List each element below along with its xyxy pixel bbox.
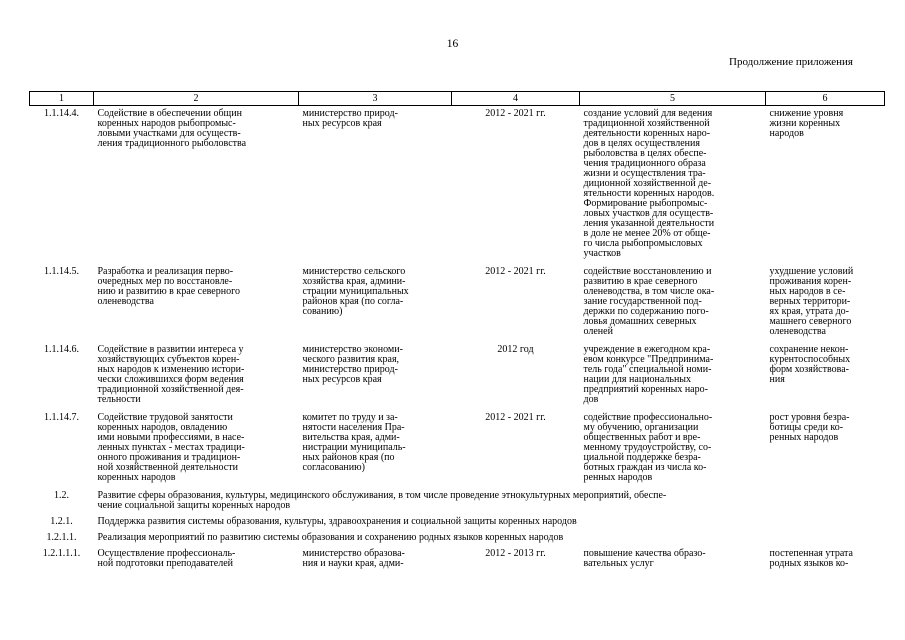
table-row xyxy=(30,337,885,405)
executor-cell: комитет по труду и за- нятости населения Пра- вительства края, адми- нистрации муниципаль- ных районов края (по согласованию) xyxy=(302,412,406,473)
consequence-cell: сохранение некон- курентоспособных форм хозяйствова- ния xyxy=(769,344,851,385)
table-row xyxy=(30,405,885,483)
period-cell: 2012 - 2021 гг. xyxy=(485,412,546,423)
row-number: 1.1.14.5. xyxy=(44,266,79,277)
consequence-cell: снижение уровня жизни коренных народов xyxy=(769,108,844,139)
executor-cell: министерство образова- ния и науки края, адми- xyxy=(302,548,405,569)
section-title: Реализация мероприятий по развитию системы образования и сохранению родных языков коренных народов xyxy=(97,532,564,543)
period-cell: 2012 - 2013 гг. xyxy=(485,548,546,559)
executor-cell: министерство природ- ных ресурсов края xyxy=(302,108,398,129)
header-cell: 1 xyxy=(30,92,94,106)
executor-cell: министерство экономи- ческого развития края, министерство природ- ных ресурсов края xyxy=(302,344,403,385)
header-cell: 3 xyxy=(299,92,452,106)
section-row xyxy=(30,511,885,527)
section-number: 1.2.1.1. xyxy=(46,532,77,543)
table-row xyxy=(30,259,885,337)
header-cell: 6 xyxy=(766,92,885,106)
result-cell: повышение качества образо- вательных услуг xyxy=(583,548,706,569)
row-number: 1.1.14.6. xyxy=(44,344,79,355)
measure-cell: Разработка и реализация перво- очередных мер по восстановле- нию и развитию в крае северного оленеводства xyxy=(97,266,240,307)
consequence-cell: постепенная утрата родных языков ко- xyxy=(769,548,853,569)
measure-cell: Содействие в развитии интереса у хозяйствующих субъектов корен- ных народов к изменению истори- чески сложившихся форм ведения традиционной хозяйственной дея- тельности xyxy=(97,344,245,405)
consequence-cell: ухудшение условий проживания корен- ных народов в се- верных территори- ях края, утрата до- машнего северного оленеводства xyxy=(769,266,854,337)
result-cell: учреждение в ежегодном кра- евом конкурсе "Предпринима- тель года" специальной номи- нации для национальных предприятий коренных наро- дов xyxy=(583,344,714,405)
header-cell: 5 xyxy=(580,92,766,106)
section-row xyxy=(30,483,885,511)
consequence-cell: рост уровня безра- ботицы среди ко- ренных народов xyxy=(769,412,850,443)
table-row xyxy=(30,106,885,260)
program-table xyxy=(29,91,885,569)
executor-cell: министерство сельского хозяйства края, админи- страции муниципальных районов края (по согла- сованию) xyxy=(302,266,409,317)
result-cell: создание условий для ведения традиционной хозяйственной деятельности коренных наро- дов в целях осуществления рыболовства в целях обеспе- чения традиционного образа жизни и осуществления тра- диционной хозяйственной де- ятельности коренных народов. Формирование рыбопромыс- ловых участков для осуществ- ления указанной деятельности в доле не менее 20% от обще- го числа рыбопромысловых участков xyxy=(583,108,715,259)
row-number: 1.1.14.7. xyxy=(44,412,79,423)
period-cell: 2012 - 2021 гг. xyxy=(485,266,546,277)
header-cell: 2 xyxy=(94,92,299,106)
section-number: 1.2.1. xyxy=(50,516,73,527)
section-row xyxy=(30,527,885,543)
row-number: 1.2.1.1.1. xyxy=(42,548,81,559)
section-title: Развитие сферы образования, культуры, медицинского обслуживания, в том числе проведение этнокультурных мероприятий, обеспе- чение социальной защиты коренных народов xyxy=(97,490,667,511)
result-cell: содействие профессионально- му обучению, организации общественных работ и вре- менному трудоустройству, со- циальной поддержке безра- ботных граждан из числа ко- ренных народов xyxy=(583,412,713,483)
page-number: 16 xyxy=(446,38,459,50)
measure-cell: Содействие трудовой занятости коренных народов, овладению ими новыми профессиями, в насе- ленных пунктах - местах традици- онного проживания и традицион- ной хозяйственной деятельности коренных народов xyxy=(97,412,245,483)
period-cell: 2012 год xyxy=(497,344,534,355)
period-cell: 2012 - 2021 гг. xyxy=(485,108,546,119)
section-title: Поддержка развития системы образования, культуры, здравоохранения и социальной защиты коренных народов xyxy=(97,516,577,527)
row-number: 1.1.14.4. xyxy=(44,108,79,119)
continuation-label: Продолжение приложения xyxy=(729,56,853,68)
header-row xyxy=(30,92,885,106)
header-cell: 4 xyxy=(452,92,580,106)
measure-cell: Осуществление профессиональ- ной подготовки преподавателей xyxy=(97,548,236,569)
measure-cell: Содействие в обеспечении общин коренных народов рыбопромыс- ловыми участками для осуществ- ления традиционного рыболовства xyxy=(97,108,247,149)
table-row xyxy=(30,543,885,569)
section-number: 1.2. xyxy=(54,490,69,501)
result-cell: содействие восстановлению и развитию в крае северного оленеводства, в том числе ока- зание государственной под- держки по содержанию пого- ловья домашних северных оленей xyxy=(583,266,715,337)
